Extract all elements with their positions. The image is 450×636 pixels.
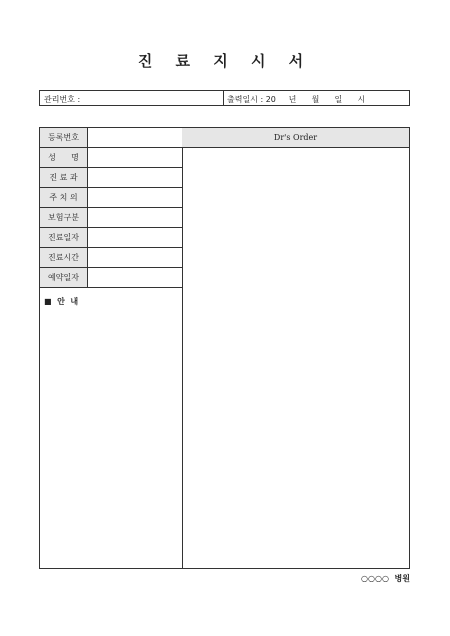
patient-info-column: [40, 128, 183, 568]
field-label: 등록번호: [40, 128, 88, 147]
field-value: [88, 228, 182, 247]
field-label: 예약일자: [40, 268, 88, 287]
field-label: 진 료 과: [40, 168, 88, 187]
field-appointment-date: [40, 268, 182, 288]
field-label: 진료시간: [40, 248, 88, 267]
field-label: 성 명: [40, 148, 88, 167]
field-attending-physician: [40, 188, 182, 208]
field-value: [88, 148, 182, 167]
field-name: [40, 148, 182, 168]
doctor-order-body: [182, 148, 409, 568]
info-divider: [223, 91, 224, 105]
doctor-order-column: [182, 128, 409, 568]
field-label: 주 치 의: [40, 188, 88, 207]
field-label: 진료일자: [40, 228, 88, 247]
management-number-label: 관리번호 :: [44, 95, 81, 104]
field-value: [88, 168, 182, 187]
field-label: 보험구분: [40, 208, 88, 227]
document-title: 진 료 지 시 서: [137, 52, 313, 70]
print-datetime-label: 출력일시 : 20 년 월 일 시: [227, 95, 366, 104]
field-value: [88, 208, 182, 227]
field-insurance-type: [40, 208, 182, 228]
hospital-name: ○○○○ 병원: [361, 574, 410, 583]
order-form: [39, 127, 410, 569]
field-visit-time: [40, 248, 182, 268]
field-value: [88, 128, 182, 147]
guide-heading: ■ 안 내: [44, 297, 79, 306]
field-value: [88, 188, 182, 207]
field-visit-date: [40, 228, 182, 248]
field-department: [40, 168, 182, 188]
field-registration-number: [40, 128, 182, 148]
info-bar: [39, 90, 410, 106]
field-value: [88, 268, 182, 287]
doctor-order-header: Dr's Order: [182, 128, 409, 148]
field-value: [88, 248, 182, 267]
